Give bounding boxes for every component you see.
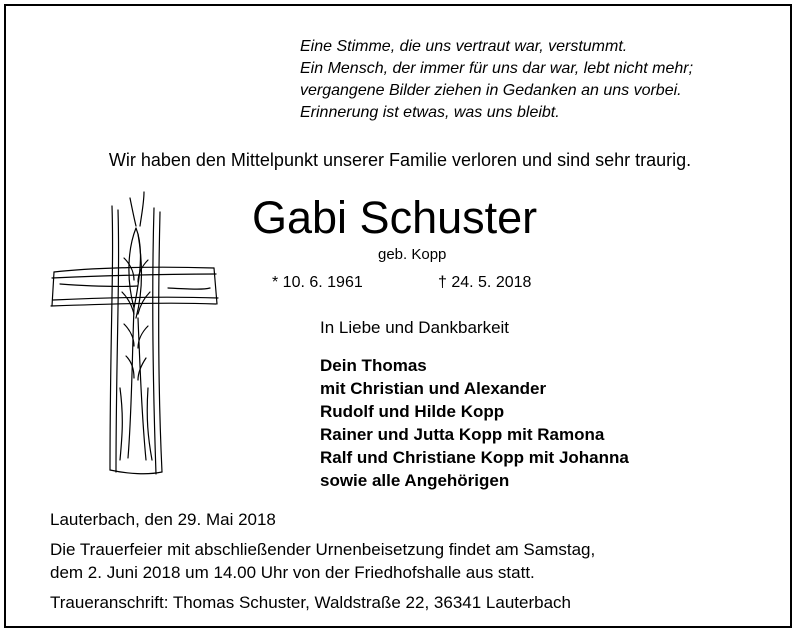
wheat-cross-icon <box>48 188 228 478</box>
poem-line: Ein Mensch, der immer für uns dar war, lebt nicht mehr; <box>300 60 694 77</box>
mourning-address: Traueranschrift: Thomas Schuster, Waldstraße 22, 36341 Lauterbach <box>50 593 571 612</box>
deceased-name: Gabi Schuster <box>252 192 538 243</box>
service-info: Die Trauerfeier mit abschließender Urnenbeisetzung findet am Samstag, <box>50 540 596 559</box>
maiden-name: geb. Kopp <box>378 246 447 263</box>
poem-line: Erinnerung ist etwas, was uns bleibt. <box>300 104 560 121</box>
thanks-line: In Liebe und Dankbarkeit <box>320 318 510 337</box>
family-list <box>320 354 629 492</box>
family-member: Ralf und Christiane Kopp mit Johanna <box>320 448 629 467</box>
family-member: Dein Thomas <box>320 356 427 375</box>
footer <box>50 508 595 614</box>
place-date: Lauterbach, den 29. Mai 2018 <box>50 510 276 529</box>
poem-line: Eine Stimme, die uns vertraut war, verstummt. <box>300 38 628 55</box>
poem-line: vergangene Bilder ziehen in Gedanken an uns vorbei. <box>300 82 682 99</box>
death-date: † 24. 5. 2018 <box>438 274 532 291</box>
family-member: Rainer und Jutta Kopp mit Ramona <box>320 425 605 444</box>
family-member: Rudolf und Hilde Kopp <box>320 402 505 421</box>
family-member: mit Christian und Alexander <box>320 379 547 398</box>
family-member: sowie alle Angehörigen <box>320 471 510 490</box>
birth-date: * 10. 6. 1961 <box>272 274 363 291</box>
service-info: dem 2. Juni 2018 um 14.00 Uhr von der Friedhofshalle aus statt. <box>50 563 535 582</box>
intro-text: Wir haben den Mittelpunkt unserer Familie verloren und sind sehr traurig. <box>108 150 692 170</box>
poem <box>300 36 693 124</box>
